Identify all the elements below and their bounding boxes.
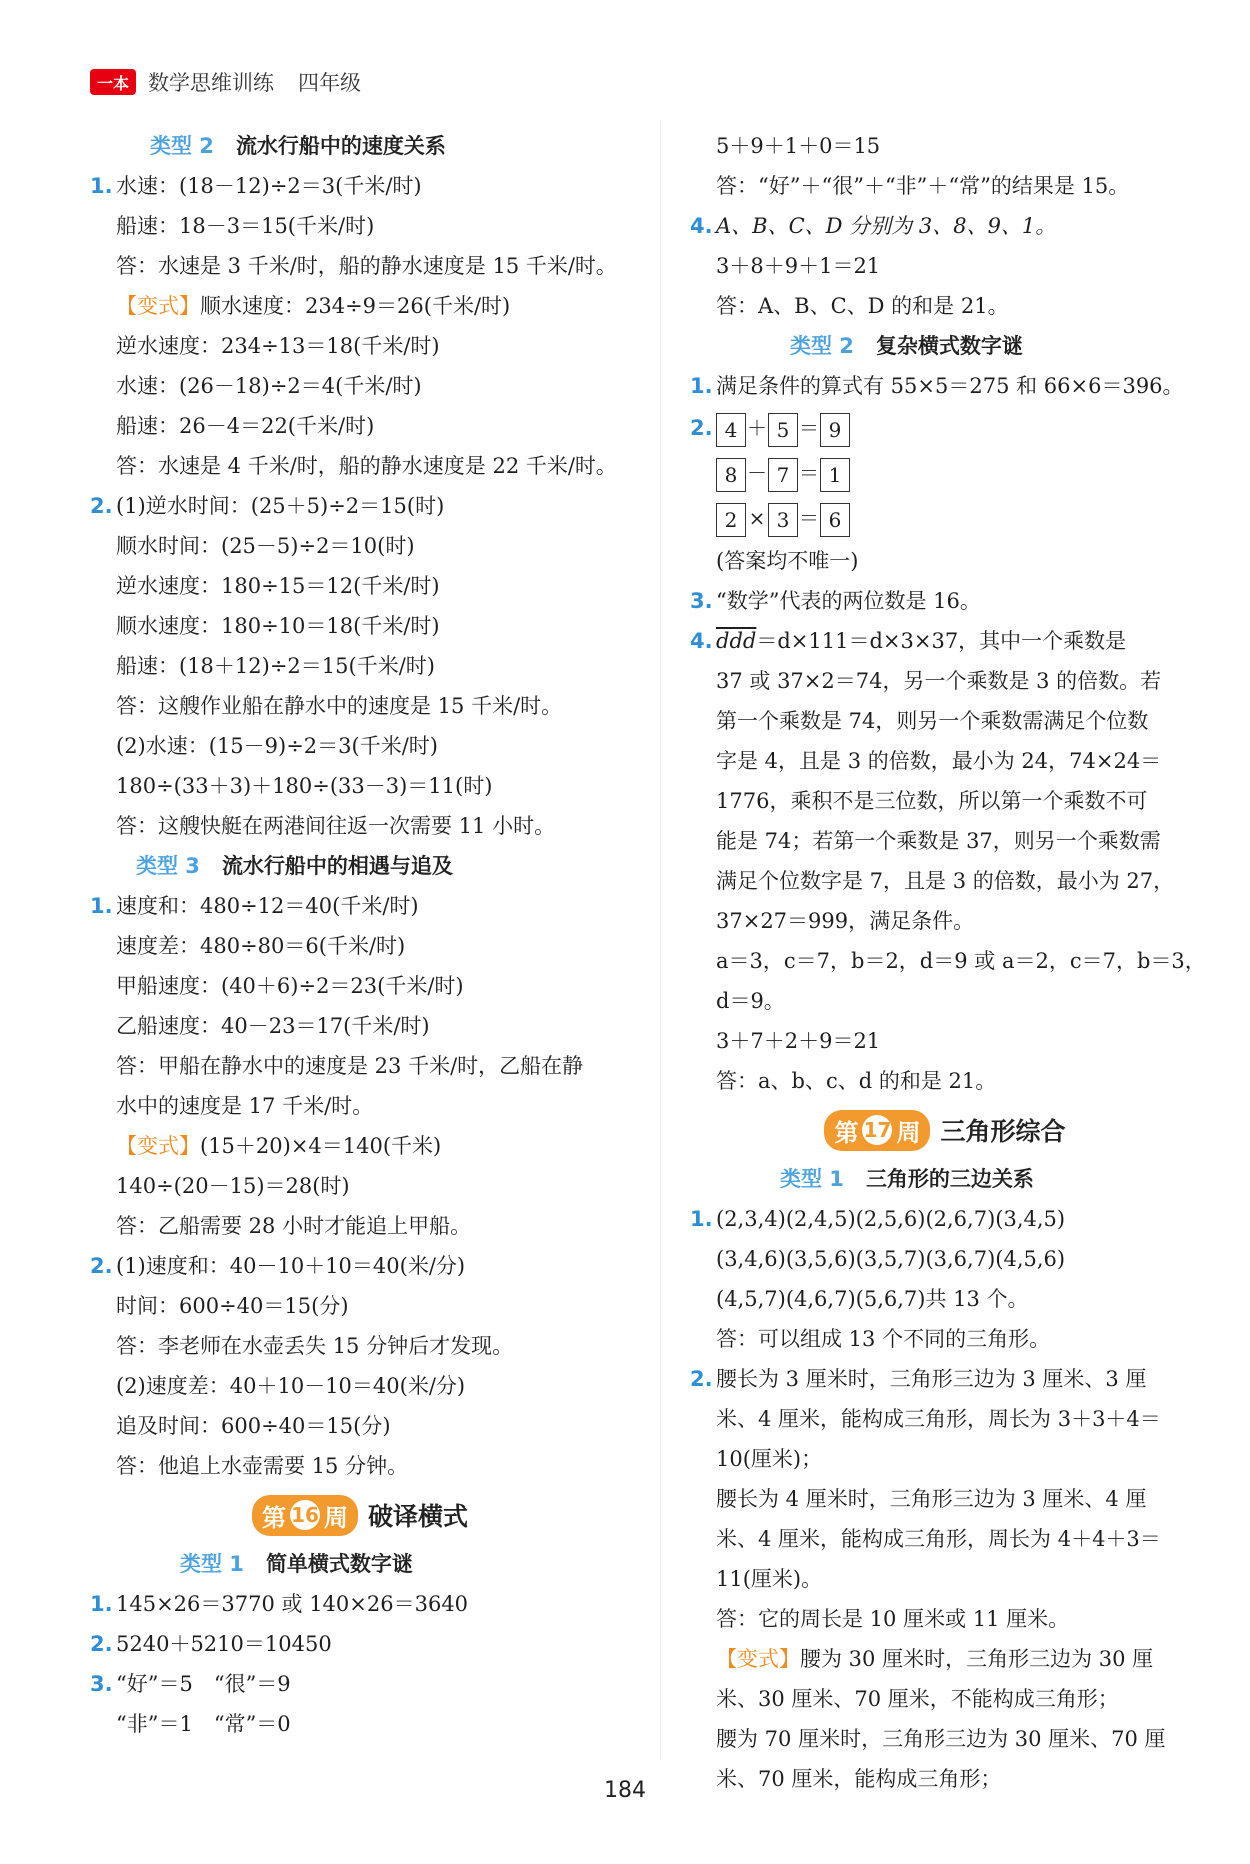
answer-line: a＝3，c＝7，b＝2，d＝9 或 a＝2，c＝7，b＝3， (716, 949, 1206, 973)
answer-line: 能是 74；若第一个乘数是 37，则另一个乘数需 (716, 829, 1161, 853)
answer-line: 答：水速是 3 千米/时，船的静水速度是 15 千米/时。 (116, 254, 617, 278)
answer-line: 字是 4，且是 3 的倍数，最小为 24，74×24＝ (716, 749, 1162, 773)
answer-line: 米、70 厘米，能构成三角形； (716, 1767, 1002, 1791)
answer-line: 5＋9＋1＋0＝15 (716, 134, 881, 158)
answer-line: 答：这艘作业船在静水中的速度是 15 千米/时。 (116, 694, 563, 718)
answer-line: (3,4,6)(3,5,6)(3,5,7)(3,6,7)(4,5,6) (716, 1247, 1066, 1271)
answer-line: d＝9。 (716, 989, 785, 1013)
variant-line: 【变式】腰为 30 厘米时，三角形三边为 30 厘 (716, 1647, 1154, 1671)
answer-line: 11(厘米)。 (716, 1567, 823, 1591)
answer-line: 1. 水速：(18－12)÷2＝3(千米/时) (90, 174, 422, 198)
variant-line: 【变式】顺水速度：234÷9＝26(千米/时) (116, 294, 511, 318)
answer-line: 答：a、b、c、d 的和是 21。 (716, 1069, 997, 1093)
answer-line: 1. (2,3,4)(2,4,5)(2,5,6)(2,6,7)(3,4,5) (690, 1207, 1066, 1231)
answer-line: 答：甲船在静水中的速度是 23 千米/时，乙船在静 (116, 1054, 584, 1078)
answer-line: 1. 145×26＝3770 或 140×26＝3640 (90, 1592, 469, 1616)
answer-line: 答：李老师在水壶丢失 15 分钟后才发现。 (116, 1334, 514, 1358)
section-heading: 类型 3 流水行船中的相遇与追及 (136, 854, 453, 878)
answer-line: 腰长为 4 厘米时，三角形三边为 3 厘米、4 厘 (716, 1487, 1147, 1511)
equation-row: 8 － 7 ＝ 1 (690, 451, 1200, 496)
answer-line: 140÷(20－15)＝28(时) (116, 1174, 350, 1198)
answer-line: 3. “数学”代表的两位数是 16。 (690, 589, 981, 613)
answer-line: 答：它的周长是 10 厘米或 11 厘米。 (716, 1607, 1070, 1631)
right-column (690, 126, 1206, 1799)
variant-line: 【变式】(15＋20)×4＝140(千米) (116, 1134, 442, 1158)
answer-line: 水中的速度是 17 千米/时。 (116, 1094, 374, 1118)
answer-line: (2)水速：(15－9)÷2＝3(千米/时) (116, 734, 438, 758)
page-number: 184 (604, 1778, 646, 1803)
answer-line: 米、4 厘米，能构成三角形，周长为 3＋3＋4＝ (716, 1407, 1161, 1431)
answer-line: 4. A、B、C、D 分别为 3、8、9、1。 (690, 214, 1057, 238)
answer-line: 1. 满足条件的算式有 55×5＝275 和 66×6＝396。 (690, 374, 1184, 398)
left-column (90, 126, 630, 1744)
column-divider (660, 120, 661, 1760)
answer-line: 满足个位数字是 7，且是 3 的倍数，最小为 27， (716, 869, 1175, 893)
answer-line: 船速：18－3＝15(千米/时) (116, 214, 375, 238)
grade-label: 四年级 (298, 71, 361, 95)
answer-line: 2. 5240＋5210＝10450 (90, 1632, 332, 1656)
answer-line: 1. 速度和：480÷12＝40(千米/时) (90, 894, 419, 918)
answer-line: 答：可以组成 13 个不同的三角形。 (716, 1327, 1051, 1351)
section-heading: 类型 2 复杂横式数字谜 (790, 334, 1023, 358)
publisher-logo: 一本 (90, 69, 136, 95)
answer-line: 1776，乘积不是三位数，所以第一个乘数不可 (716, 789, 1148, 813)
answer-line: 2. (1)逆水时间：(25＋5)÷2＝15(时) (90, 494, 445, 518)
answer-line: 答：A、B、C、D 的和是 21。 (716, 294, 1009, 318)
answer-line: “非”＝1 “常”＝0 (116, 1712, 291, 1736)
equation-row: 2. 4 ＋ 5 ＝ 9 (690, 406, 1200, 451)
week-17-heading (690, 1101, 1200, 1159)
answer-line: 腰为 70 厘米时，三角形三边为 30 厘米、70 厘 (716, 1727, 1166, 1751)
answer-line: 时间：600÷40＝15(分) (116, 1294, 349, 1318)
answer-line: 答：乙船需要 28 小时才能追上甲船。 (116, 1214, 472, 1238)
section-heading: 类型 1 简单横式数字谜 (180, 1552, 413, 1576)
answer-line: 顺水速度：180÷10＝18(千米/时) (116, 614, 440, 638)
answer-line: 水速：(26－18)÷2＝4(千米/时) (116, 374, 422, 398)
answer-line: (4,5,7)(4,6,7)(5,6,7)共 13 个。 (716, 1287, 1029, 1311)
answer-line: 180÷(33＋3)＋180÷(33－3)＝11(时) (116, 774, 493, 798)
answer-line: 甲船速度：(40＋6)÷2＝23(千米/时) (116, 974, 464, 998)
week-badge: 第 16 周 (252, 1495, 358, 1536)
answer-line: 速度差：480÷80＝6(千米/时) (116, 934, 406, 958)
answer-line: 船速：(18＋12)÷2＝15(千米/时) (116, 654, 435, 678)
week-16-heading (90, 1486, 630, 1544)
answer-line: 3. “好”＝5 “很”＝9 (90, 1672, 291, 1696)
answer-line: 3＋7＋2＋9＝21 (716, 1029, 881, 1053)
answer-line: 米、4 厘米，能构成三角形，周长为 4＋4＋3＝ (716, 1527, 1161, 1551)
answer-line: 10(厘米)； (716, 1447, 823, 1471)
week-badge: 第 17 周 (824, 1110, 930, 1151)
answer-line: 答：这艘快艇在两港间往返一次需要 11 小时。 (116, 814, 556, 838)
answer-line: 答：水速是 4 千米/时，船的静水速度是 22 千米/时。 (116, 454, 617, 478)
page-header (90, 66, 361, 98)
variant-tag: 【变式】 (116, 294, 200, 318)
answer-line: 2. 腰长为 3 厘米时，三角形三边为 3 厘米、3 厘 (690, 1367, 1147, 1391)
answer-line: 顺水时间：(25－5)÷2＝10(时) (116, 534, 415, 558)
section-heading: 类型 2 流水行船中的速度关系 (150, 134, 446, 158)
answer-line: 米、30 厘米、70 厘米，不能构成三角形； (716, 1687, 1119, 1711)
book-title: 数学思维训练 (148, 71, 274, 95)
answer-line: 2. (1)速度和：40－10＋10＝40(米/分) (90, 1254, 466, 1278)
answer-line: 逆水速度：234÷13＝18(千米/时) (116, 334, 440, 358)
equation-row: 2 × 3 ＝ 6 (690, 496, 1200, 541)
variant-tag: 【变式】 (716, 1647, 800, 1671)
answer-line: 37 或 37×2＝74，另一个乘数是 3 的倍数。若 (716, 669, 1162, 693)
answer-line: 第一个乘数是 74，则另一个乘数需满足个位数 (716, 709, 1149, 733)
answer-line: (2)速度差：40＋10－10＝40(米/分) (116, 1374, 466, 1398)
answer-line: 逆水速度：180÷15＝12(千米/时) (116, 574, 440, 598)
answer-line: 37×27＝999，满足条件。 (716, 909, 975, 933)
answer-line: 追及时间：600÷40＝15(分) (116, 1414, 391, 1438)
variant-tag: 【变式】 (116, 1134, 200, 1158)
answer-line: 乙船速度：40－23＝17(千米/时) (116, 1014, 430, 1038)
answer-line: 船速：26－4＝22(千米/时) (116, 414, 375, 438)
answer-line: 答：“好”＋“很”＋“非”＋“常”的结果是 15。 (716, 174, 1130, 198)
answer-line: 3＋8＋9＋1＝21 (716, 254, 881, 278)
answer-line: (答案均不唯一) (716, 549, 859, 573)
section-heading: 类型 1 三角形的三边关系 (780, 1167, 1034, 1191)
answer-line: 答：他追上水壶需要 15 分钟。 (116, 1454, 409, 1478)
week-title: 破译横式 (367, 1502, 468, 1531)
week-title: 三角形综合 (940, 1117, 1066, 1146)
answer-line: 4. $\overline{ddd}=d\times 111=d\times 3\times 37$，其中一个乘数是 (690, 629, 1127, 653)
